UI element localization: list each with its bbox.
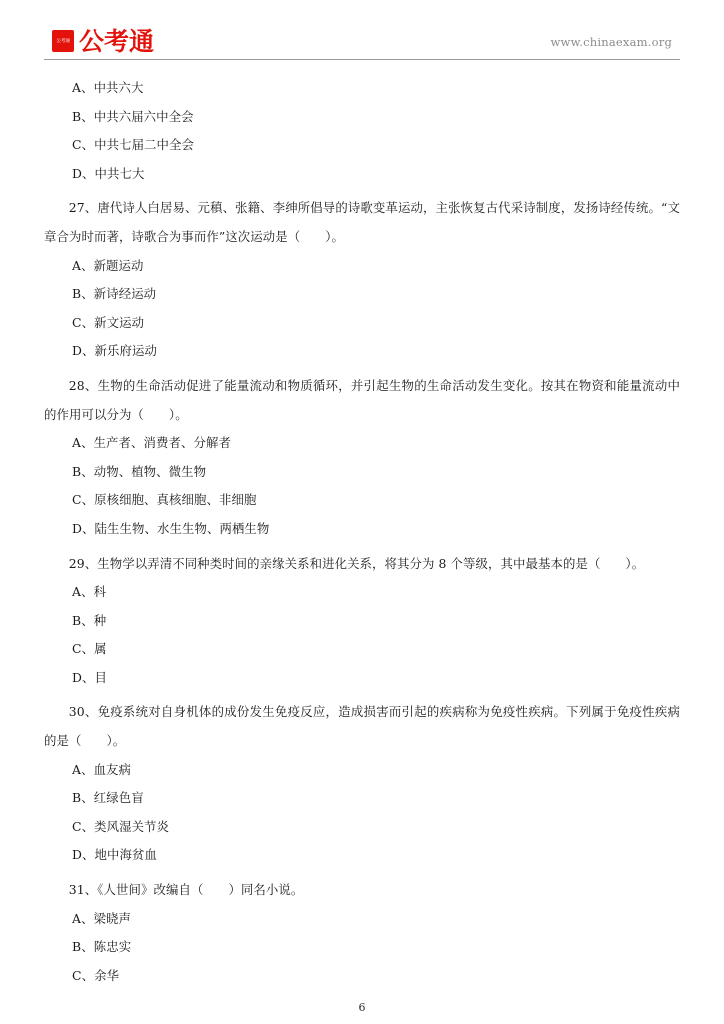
option-letter: B bbox=[72, 463, 82, 479]
option-letter: C bbox=[72, 314, 82, 330]
option-text: 属 bbox=[94, 641, 107, 657]
option-letter: D bbox=[72, 669, 83, 685]
option-letter: A bbox=[72, 435, 82, 451]
option-text: 中共六届六中全会 bbox=[93, 108, 194, 124]
page-footer bbox=[0, 996, 724, 1015]
option-text: 中共七大 bbox=[94, 165, 145, 181]
option-text: 中共六大 bbox=[93, 80, 144, 95]
page-header bbox=[44, 22, 680, 62]
option-text: 红绿色盲 bbox=[93, 790, 144, 806]
question-27 bbox=[44, 194, 680, 366]
option-text: 动物、植物、微生物 bbox=[93, 463, 207, 479]
option-letter: B bbox=[72, 939, 82, 955]
question-stem: 27、唐代诗人白居易、元稹、张籍、李绅所倡导的诗歌变革运动，主张恢复古代采诗制度，发扬诗经传统。“文章合为时而著，诗歌合为事而作”这次运动是（ ）。 bbox=[44, 200, 680, 244]
logo-badge-text: 公考通 bbox=[56, 37, 70, 44]
option-item: A、新题运动 bbox=[72, 257, 144, 273]
option-item: A、梁晓声 bbox=[72, 910, 132, 926]
option-letter: D bbox=[72, 343, 83, 359]
option-item: D、新乐府运动 bbox=[72, 343, 157, 359]
question-31 bbox=[44, 876, 680, 990]
option-item: D、中共七大 bbox=[72, 165, 145, 181]
option-letter: A bbox=[72, 584, 82, 600]
option-item: A、中共六大 bbox=[72, 80, 144, 95]
option-item: B、陈忠实 bbox=[72, 939, 132, 955]
option-text: 类风湿关节炎 bbox=[94, 818, 170, 834]
option-item: A、科 bbox=[72, 584, 107, 600]
site-url: www.chinaexam.org bbox=[550, 35, 672, 49]
page-number: 6 bbox=[358, 1001, 366, 1014]
option-text: 余华 bbox=[94, 967, 120, 983]
option-text: 生产者、消费者、分解者 bbox=[93, 435, 231, 451]
option-item: B、新诗经运动 bbox=[72, 286, 157, 302]
question-stem: 30、免疫系统对自身机体的成份发生免疫反应，造成损害而引起的疾病称为免疫性疾病。下列属于免疫性疾病的是（ ）。 bbox=[44, 704, 680, 749]
question-stem: 29、生物学以弄清不同种类时间的亲缘关系和进化关系，将其分为 8 个等级，其中最基本的是（ ）。 bbox=[68, 555, 645, 571]
option-letter: B bbox=[72, 790, 82, 806]
option-letter: C bbox=[72, 137, 82, 153]
option-letter: D bbox=[72, 520, 83, 536]
option-item: D、陆生生物、水生生物、两栖生物 bbox=[72, 520, 270, 536]
option-text: 地中海贫血 bbox=[94, 847, 157, 863]
option-item: A、血友病 bbox=[72, 761, 132, 777]
option-text: 陈忠实 bbox=[93, 939, 132, 955]
option-item: B、动物、植物、微生物 bbox=[72, 463, 207, 479]
option-letter: D bbox=[72, 165, 83, 181]
question-30 bbox=[44, 698, 680, 870]
option-letter: C bbox=[72, 492, 82, 508]
option-text: 中共七届二中全会 bbox=[94, 137, 195, 153]
option-item: C、新文运动 bbox=[72, 314, 145, 330]
option-text: 新乐府运动 bbox=[94, 343, 157, 359]
question-28 bbox=[44, 372, 680, 544]
option-item: C、余华 bbox=[72, 967, 120, 983]
option-letter: B bbox=[72, 286, 82, 302]
question-stem: 31、《人世间》改编自（ ）同名小说。 bbox=[68, 882, 304, 898]
option-text: 陆生生物、水生生物、两栖生物 bbox=[94, 520, 270, 536]
option-text: 新文运动 bbox=[94, 314, 145, 330]
option-item: B、种 bbox=[72, 612, 107, 628]
option-text: 梁晓声 bbox=[93, 910, 132, 926]
option-text: 新题运动 bbox=[93, 257, 144, 273]
option-letter: C bbox=[72, 818, 82, 834]
option-item: D、目 bbox=[72, 669, 108, 685]
option-text: 种 bbox=[93, 612, 107, 628]
option-letter: A bbox=[72, 910, 82, 926]
question-29 bbox=[44, 550, 680, 693]
option-text: 新诗经运动 bbox=[93, 286, 157, 302]
logo-badge-icon bbox=[52, 30, 74, 52]
option-item: C、原核细胞、真核细胞、非细胞 bbox=[72, 492, 257, 508]
option-letter: A bbox=[72, 761, 82, 777]
option-item: C、中共七届二中全会 bbox=[72, 137, 195, 153]
continued-options-block bbox=[44, 74, 680, 188]
document-body bbox=[44, 74, 680, 996]
option-text: 目 bbox=[94, 669, 108, 685]
option-text: 科 bbox=[93, 584, 107, 600]
logo-wordmark: 公考通 bbox=[79, 26, 155, 56]
option-item: A、生产者、消费者、分解者 bbox=[72, 435, 231, 451]
site-logo bbox=[52, 26, 154, 56]
option-letter: A bbox=[72, 80, 82, 95]
option-letter: B bbox=[72, 612, 82, 628]
header-divider bbox=[44, 59, 680, 60]
option-item: B、红绿色盲 bbox=[72, 790, 144, 806]
question-stem: 28、生物的生命活动促进了能量流动和物质循环，并引起生物的生命活动发生变化。按其在物资和能量流动中的作用可以分为（ ）。 bbox=[44, 377, 680, 422]
option-item: B、中共六届六中全会 bbox=[72, 108, 194, 124]
option-letter: C bbox=[72, 641, 82, 657]
option-text: 原核细胞、真核细胞、非细胞 bbox=[94, 492, 257, 508]
option-letter: B bbox=[72, 108, 82, 124]
option-item: C、属 bbox=[72, 641, 107, 657]
option-item: C、类风湿关节炎 bbox=[72, 818, 170, 834]
option-text: 血友病 bbox=[93, 761, 132, 777]
option-letter: D bbox=[72, 847, 83, 863]
option-letter: C bbox=[72, 967, 82, 983]
option-item: D、地中海贫血 bbox=[72, 847, 157, 863]
option-letter: A bbox=[72, 257, 82, 273]
